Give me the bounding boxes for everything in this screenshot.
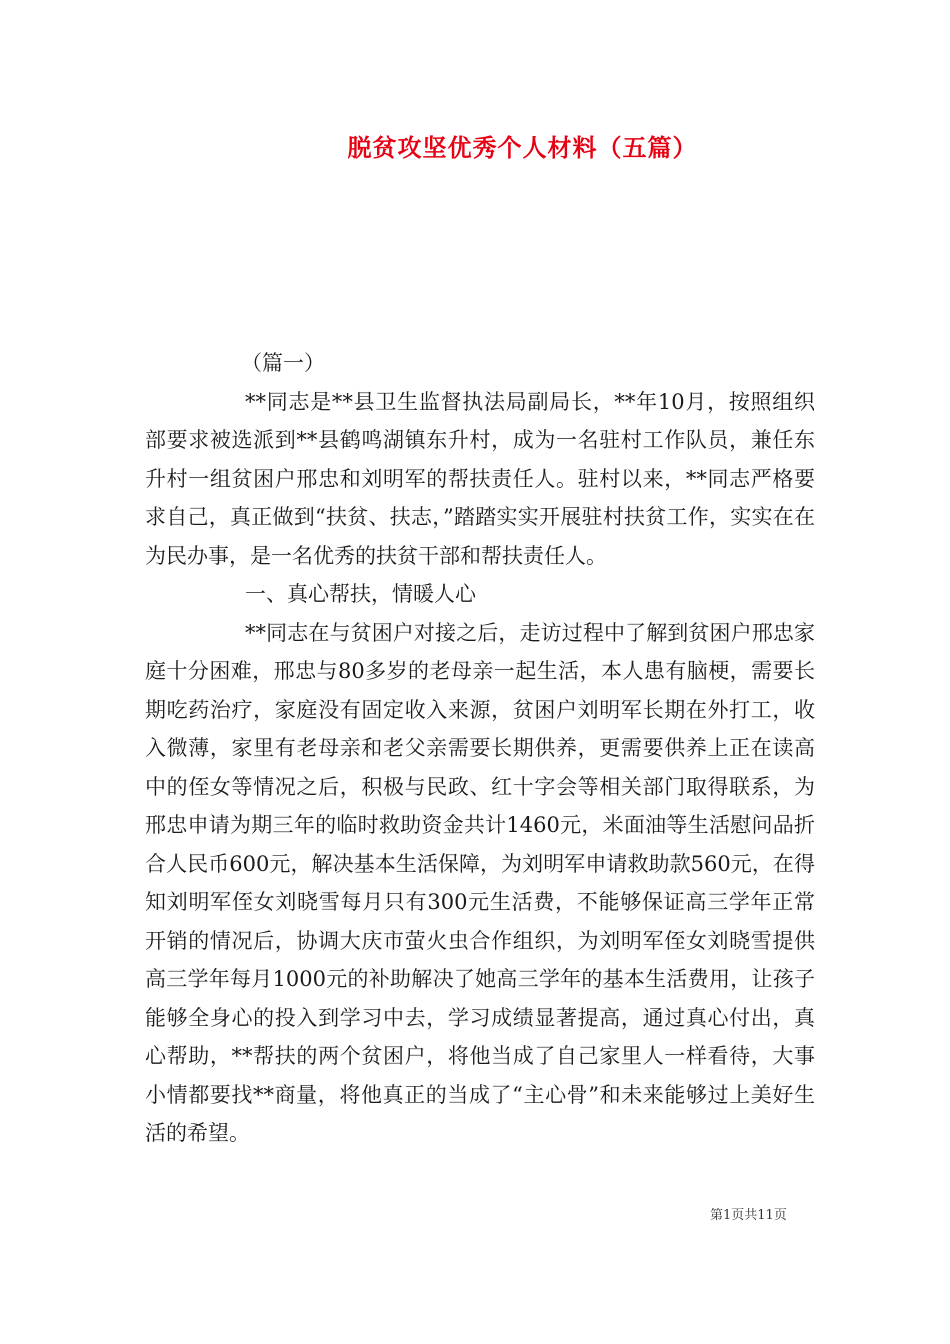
page-footer: 第1页共11页 bbox=[710, 1208, 787, 1223]
paragraph-intro: **同志是**县卫生监督执法局副局长，**年10月，按照组织部要求被选派到**县鹤鸣湖镇东升村，成为一名驻村工作队员，兼任东升村一组贫困户邢忠和刘明军的帮扶责任人。驻村以来，**同志严格要求自己，真正做到“扶贫、扶志，”踏踏实实开展驻村扶贫工作，实实在在为民办事，是一名优秀的扶贫干部和帮扶责任人。 bbox=[145, 389, 815, 568]
section-heading: 一、真心帮扶，情暖人心 bbox=[245, 582, 476, 606]
section-label: （篇一） bbox=[241, 351, 325, 375]
document-title: 脱贫攻坚优秀个人材料（五篇） bbox=[347, 133, 698, 162]
document-body bbox=[145, 344, 815, 1153]
paragraph-details: **同志在与贫困户对接之后，走访过程中了解到贫困户邢忠家庭十分困难，邢忠与80多岁的老母亲一起生活，本人患有脑梗，需要长期吃药治疗，家庭没有固定收入来源，贫困户刘明军长期在外打工，收入微薄，家里有老母亲和老父亲需要长期供养，更需要供养上正在读高中的侄女等情况之后，积极与民政、红十字会等相关部门取得联系，为邢忠申请为期三年的临时救助资金共计1460元，米面油等生活慰问品折合人民币600元，解决基本生活保障，为刘明军申请救助款560元，在得知刘明军侄女刘晓雪每月只有300元生活费，不能够保证高三学年正常开销的情况后，协调大庆市萤火虫合作组织，为刘明军侄女刘晓雪提供高三学年每月1000元的补助解决了她高三学年的基本生活费用，让孩子能够全身心的投入到学习中去，学习成绩显著提高，通过真心付出，真心帮助，**帮扶的两个贫困户，将他当成了自己家里人一样看待，大事小情都要找**商量，将他真正的当成了“主心骨”和未来能够过上美好生活的希望。 bbox=[145, 620, 815, 1145]
